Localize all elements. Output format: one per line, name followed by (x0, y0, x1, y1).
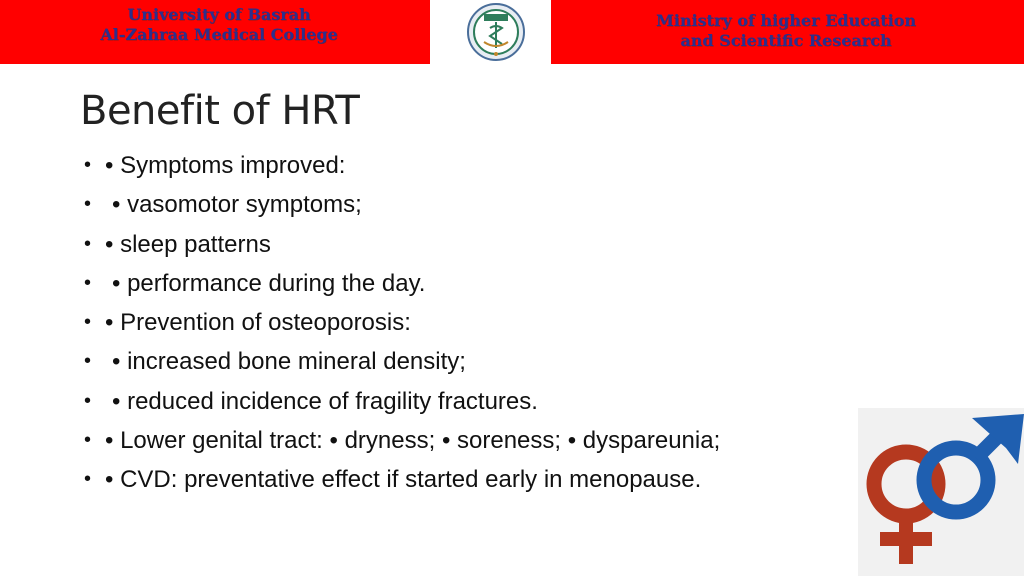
bullet-dot: • (84, 389, 92, 412)
header-banner-left (0, 0, 430, 64)
slide-title: Benefit of HRT (80, 88, 360, 134)
bullet-text: • sleep patterns (105, 230, 271, 258)
bullet-text: • reduced incidence of fragility fractures. (112, 387, 538, 415)
header-banner-right (551, 0, 1024, 64)
ministry-name (621, 11, 951, 51)
ministry-line-1: Ministry of higher Education (656, 11, 916, 30)
university-seal-icon (466, 2, 526, 62)
bullet-dot: • (84, 350, 92, 373)
bullet-text: • increased bone mineral density; (112, 348, 466, 376)
bullet-text: • vasomotor symptoms; (112, 191, 362, 219)
bullet-dot: • (84, 429, 92, 452)
college-name (60, 5, 378, 45)
bullet-dot: • (84, 154, 92, 176)
ministry-line-2: and Scientific Research (680, 31, 892, 50)
bullet-dot: • (84, 232, 92, 255)
bullet-dot: • (84, 271, 92, 294)
bullet-dot: • (84, 193, 92, 216)
bullet-text: • Prevention of osteoporosis: (105, 309, 411, 337)
college-name-line: Al-Zahraa Medical College (100, 25, 338, 44)
bullet-dot: • (84, 468, 92, 491)
university-name: University of Basrah (127, 5, 311, 24)
bullet-text: • CVD: preventative effect if started early in menopause. (105, 466, 702, 494)
gender-symbols-icon (858, 408, 1024, 576)
gender-symbols-image (858, 408, 1024, 576)
bullet-dot: • (84, 311, 92, 334)
bullet-text: • Lower genital tract: • dryness; • soreness; • dyspareunia; (105, 427, 721, 455)
bullet-text: • performance during the day. (112, 269, 426, 297)
bullet-text: • Symptoms improved: (105, 152, 346, 179)
